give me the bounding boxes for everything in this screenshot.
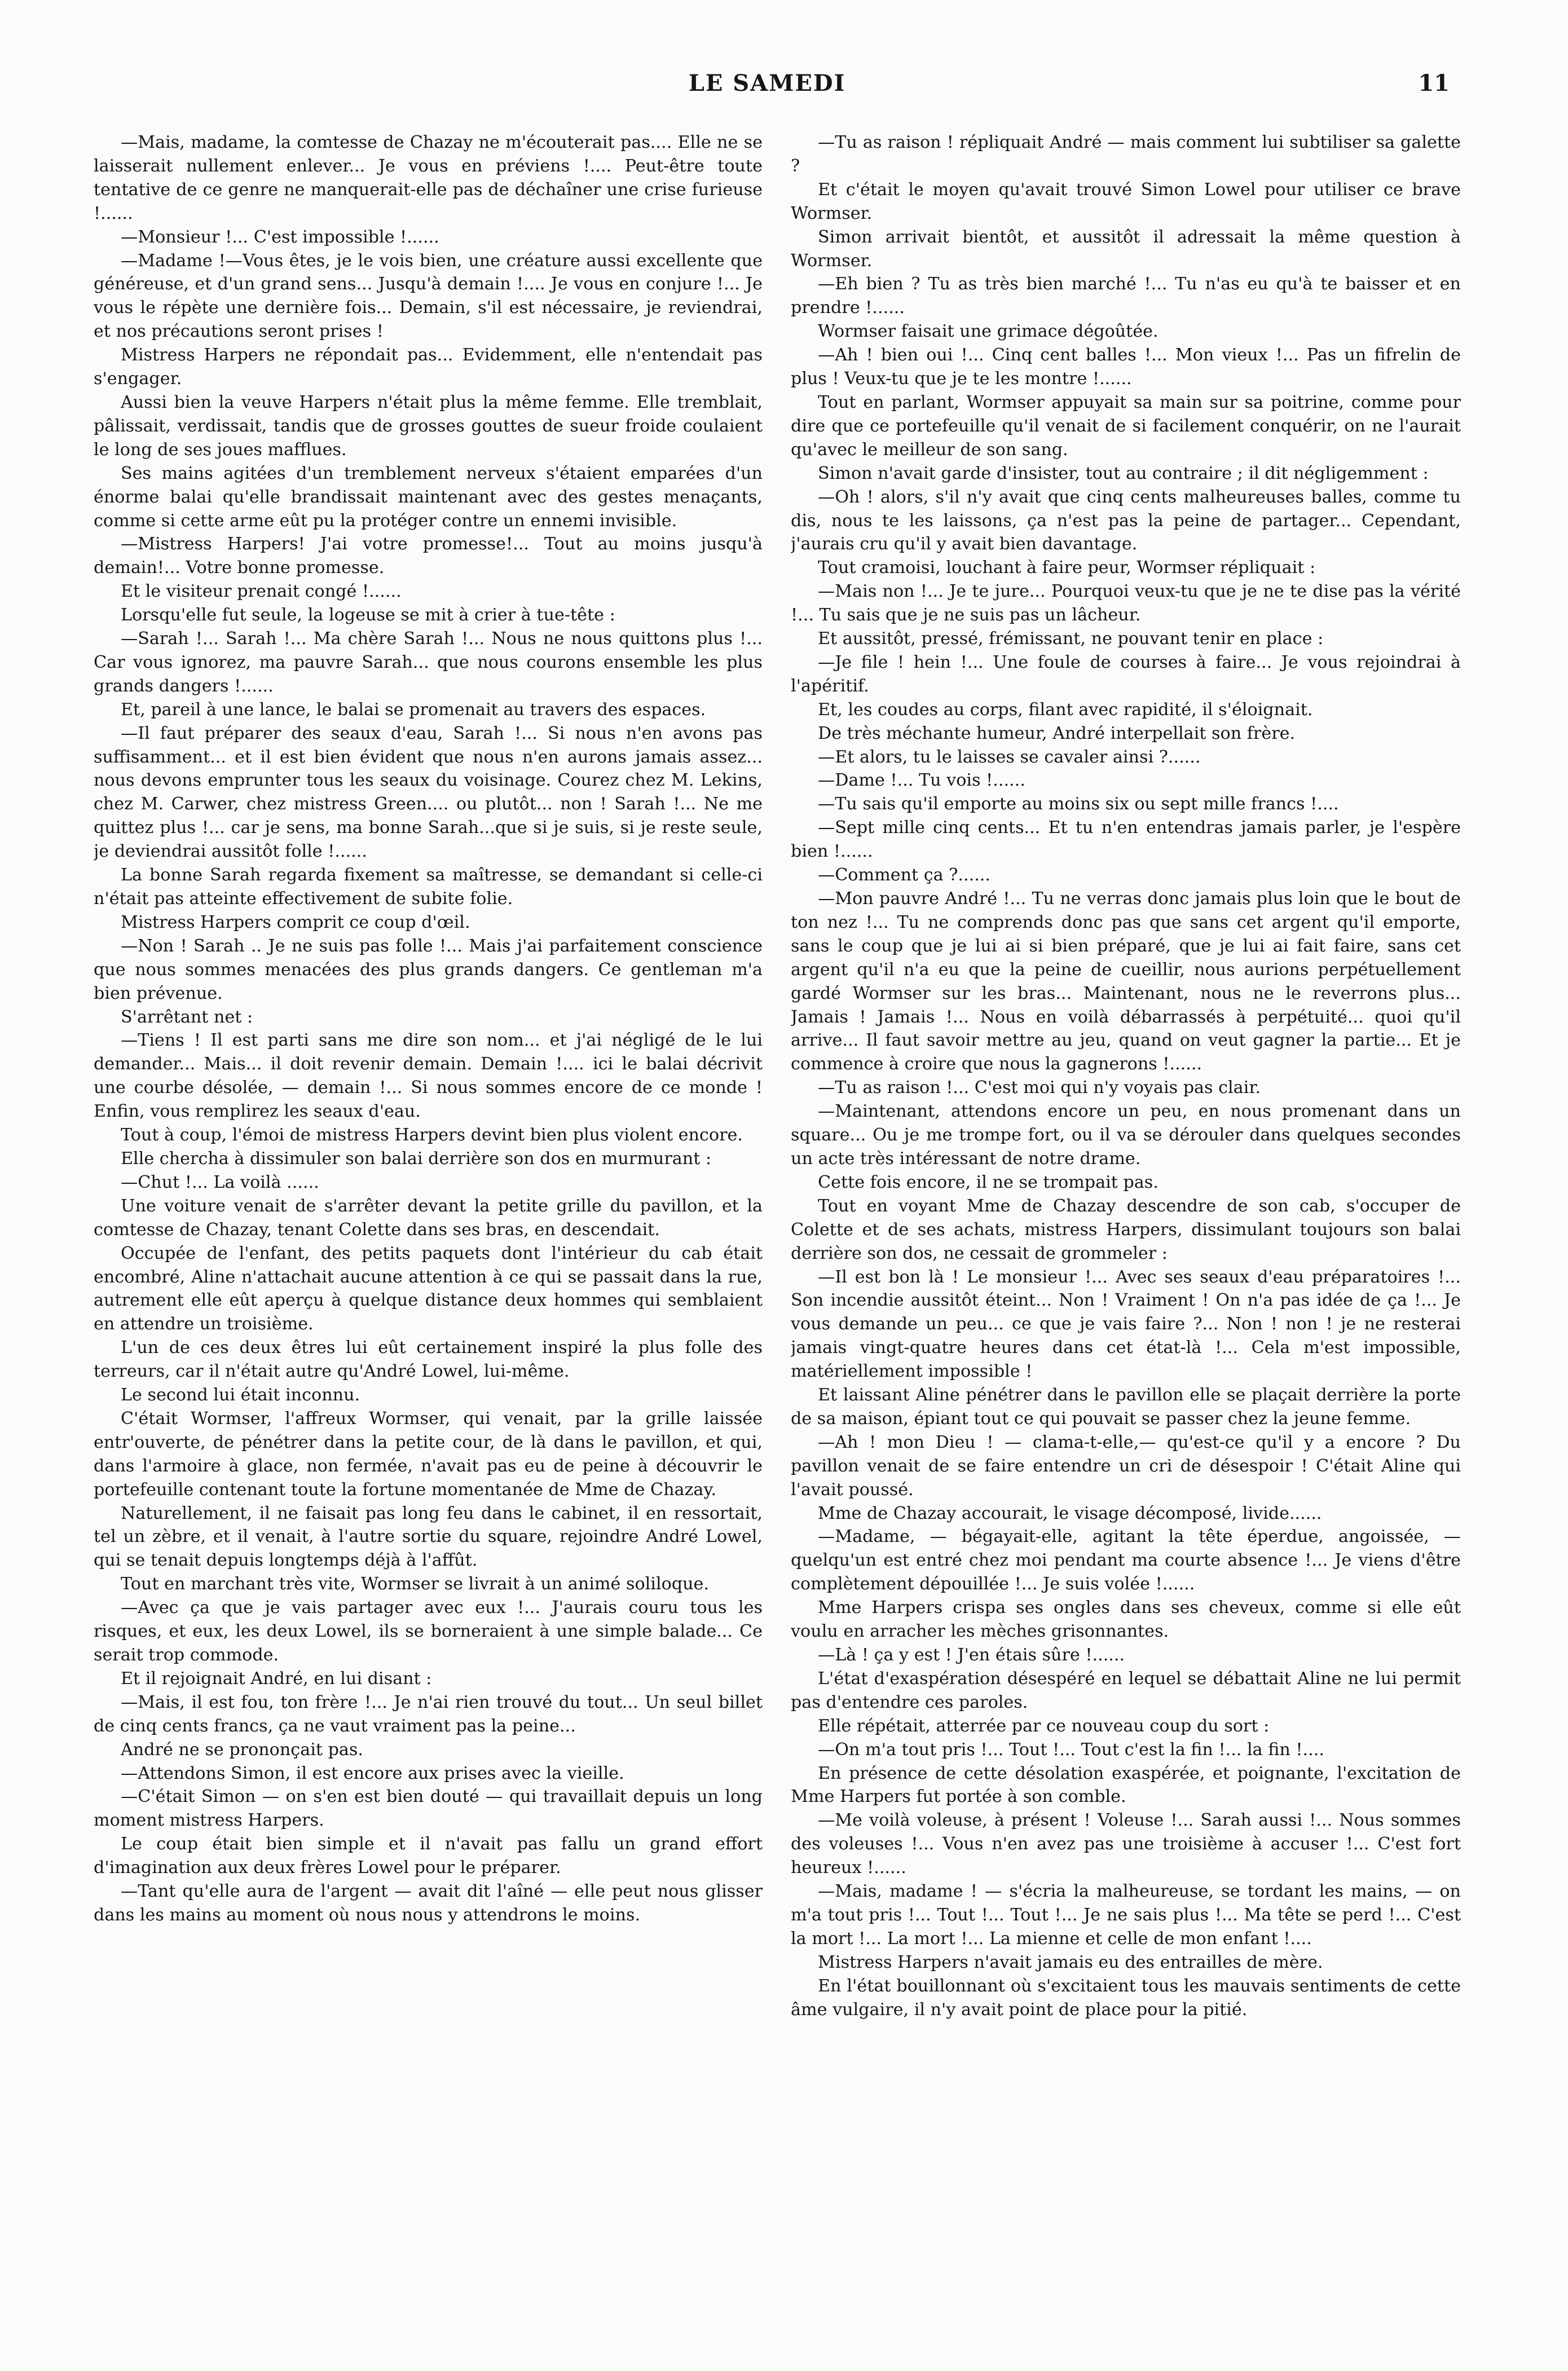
paragraph: —Mais non !... Je te jure... Pourquoi veux-tu que je ne te dise pas la vérité !... Tu sais que je ne suis pas un lâcheur. xyxy=(791,581,1461,625)
paragraph: Une voiture venait de s'arrêter devant la petite grille du pavillon, et la comtesse de Chazay, tenant Colette dans ses bras, en descendait. xyxy=(94,1196,763,1240)
paragraph: L'état d'exaspération désespéré en lequel se débattait Aline ne lui permit pas d'entendre ces paroles. xyxy=(791,1668,1461,1712)
paragraph: Tout en parlant, Wormser appuyait sa main sur sa poitrine, comme pour dire que ce portefeuille qu'il venait de si facilement conquérir, on ne l'aurait qu'avec le meilleur de son sang. xyxy=(791,392,1461,460)
paragraph: Mistress Harpers comprit ce coup d'œil. xyxy=(121,912,470,932)
paragraph: —Il est bon là ! Le monsieur !... Avec ses seaux d'eau préparatoires !... Son incendie aussitôt éteint... Non ! Vraiment ! On n'a pas idée de ça !... Je vous demande un peu... ce que je vais faire ?... Non ! non ! je ne resterai jamais vingt-quatre heures dans cet état-là !... Cela m'est impossible, matériellement impossible ! xyxy=(791,1267,1461,1382)
paragraph: —Attendons Simon, il est encore aux prises avec la vieille. xyxy=(121,1763,624,1783)
paragraph: Mme de Chazay accourait, le visage décomposé, livide...... xyxy=(818,1503,1322,1523)
paragraph: Simon arrivait bientôt, et aussitôt il adressait la même question à Wormser. xyxy=(791,227,1461,271)
paragraph: —Tiens ! Il est parti sans me dire son nom... et j'ai négligé de le lui demander... Mais... il doit revenir demain. Demain !.... ici le balai décrivit une courbe désolée, — demain !... Si nous sommes encore de ce monde ! Enfin, vous remplirez les seaux d'eau. xyxy=(94,1030,763,1122)
paragraph: —Mais, il est fou, ton frère !... Je n'ai rien trouvé du tout... Un seul billet de cinq cents francs, ça ne vaut vraiment pas la peine... xyxy=(94,1692,763,1736)
paragraph: —Mistress Harpers! J'ai votre promesse!... Tout au moins jusqu'à demain!... Votre bonne promesse. xyxy=(94,534,763,578)
paragraph: Simon n'avait garde d'insister, tout au contraire ; il dit négligemment : xyxy=(818,463,1429,483)
paragraph: Cette fois encore, il ne se trompait pas. xyxy=(818,1172,1159,1192)
paragraph: Ses mains agitées d'un tremblement nerveux s'étaient emparées d'un énorme balai qu'elle brandissait maintenant avec des gestes menaçants, comme si cette arme eût pu la protéger contre un ennemi invisible. xyxy=(94,463,763,531)
paragraph: Lorsqu'elle fut seule, la logeuse se mit à crier à tue-tête : xyxy=(121,605,615,625)
paragraph: —Il faut préparer des seaux d'eau, Sarah !... Si nous n'en avons pas suffisamment... et il est bien évident que nous n'en aurons jamais assez... nous devons emprunter tous les seaux du voisinage. Courez chez M. Lekins, chez M. Carwer, chez mistress Green.... ou plutôt... non ! Sarah !... Ne me quittez plus !... car je sens, ma bonne Sarah...que si je suis, si je reste seule, je deviendrai aussitôt folle !...... xyxy=(94,723,763,862)
paragraph: —Mais, madame ! — s'écria la malheureuse, se tordant les mains, — on m'a tout pris !... Tout !... Tout !... Je ne sais plus !... Ma tête se perd !... C'est la mort !... La mort !... La mienne et celle de mon enfant !.... xyxy=(791,1881,1461,1949)
paragraph: La bonne Sarah regarda fixement sa maîtresse, se demandant si celle-ci n'était pas atteinte effectivement de subite folie. xyxy=(94,865,763,909)
paragraph: C'était Wormser, l'affreux Wormser, qui venait, par la grille laissée entr'ouverte, de pénétrer dans la petite cour, de là dans le pavillon, et qui, dans l'armoire à glace, non fermée, n'avait pas eu de peine à découvrir le portefeuille contenant toute la fortune momentanée de Mme de Chazay. xyxy=(94,1408,763,1500)
publication-title: LE SAMEDI xyxy=(688,70,846,96)
paragraph: Aussi bien la veuve Harpers n'était plus la même femme. Elle tremblait, pâlissait, verdissait, tandis que de grosses gouttes de sueur froide coulaient le long de ses joues mafflues. xyxy=(94,392,763,460)
paragraph: De très méchante humeur, André interpellait son frère. xyxy=(818,723,1296,743)
paragraph: —Me voilà voleuse, à présent ! Voleuse !... Sarah aussi !... Nous sommes des voleuses !... Vous n'en avez pas une troisième à accuser !... C'est fort heureux !...... xyxy=(791,1810,1461,1878)
text-column-right xyxy=(791,131,1461,2342)
paragraph: Et, pareil à une lance, le balai se promenait au travers des espaces. xyxy=(121,699,706,720)
paragraph: Et c'était le moyen qu'avait trouvé Simon Lowel pour utiliser ce brave Wormser. xyxy=(791,179,1461,223)
paragraph: Mistress Harpers ne répondait pas... Evidemment, elle n'entendait pas s'engager. xyxy=(94,345,763,389)
paragraph: En l'état bouillonnant où s'excitaient tous les mauvais sentiments de cette âme vulgaire, il n'y avait point de place pour la pitié. xyxy=(791,1976,1461,2020)
paragraph: Mistress Harpers n'avait jamais eu des entrailles de mère. xyxy=(818,1952,1323,1972)
paragraph: —Madame, — bégayait-elle, agitant la tête éperdue, angoissée, — quelqu'un est entré chez moi pendant ma courte absence !... Je viens d'être complètement dépouillée !... Je suis volée !...... xyxy=(791,1527,1461,1594)
page-number: 11 xyxy=(1418,70,1450,96)
paragraph: —Ah ! bien oui !... Cinq cent balles !... Mon vieux !... Pas un fifrelin de plus ! Veux-tu que je te les montre !...... xyxy=(791,345,1461,389)
paragraph: Occupée de l'enfant, des petits paquets dont l'intérieur du cab était encombré, Aline n'attachait aucune attention à ce qui se passait dans la rue, autrement elle eût aperçu à quelque distance deux hommes qui semblaient en attendre un troisième. xyxy=(94,1243,763,1334)
paragraph: —Mais, madame, la comtesse de Chazay ne m'écouterait pas.... Elle ne se laisserait nullement enlever... Je vous en préviens !.... Peut-être toute tentative de ce genre ne manquerait-elle pas de déchaîner une crise furieuse !...... xyxy=(94,133,763,223)
paragraph: —Chut !... La voilà ...... xyxy=(121,1172,319,1192)
paragraph: Elle chercha à dissimuler son balai derrière son dos en murmurant : xyxy=(121,1148,712,1169)
paragraph: —Eh bien ? Tu as très bien marché !... Tu n'as eu qu'à te baisser et en prendre !...... xyxy=(791,274,1461,318)
paragraph: —Et alors, tu le laisses se cavaler ainsi ?...... xyxy=(818,747,1201,767)
paragraph: —Tu as raison !... C'est moi qui n'y voyais pas clair. xyxy=(818,1078,1261,1098)
paragraph: Mme Harpers crispa ses ongles dans ses cheveux, comme si elle eût voulu en arracher les mèches grisonnantes. xyxy=(791,1598,1461,1642)
paragraph: —Mon pauvre André !... Tu ne verras donc jamais plus loin que le bout de ton nez !... Tu ne comprends donc pas que sans cet argent qu'il emporte, sans le coup que je lui ai si bien préparé, que je lui ai fait faire, sans cet argent qu'il n'a eu que la peine de cueillir, nous aurions perpétuellement gardé Wormser sur les bras... Maintenant, nous ne le reverrons plus... Jamais ! Jamais !... Nous en voilà débarrassés à perpétuité... quoi qu'il arrive... Il faut savoir mettre au jeu, quand on veut gagner la partie... Et je commence à croire que nous la gagnerons !...... xyxy=(791,889,1461,1074)
text-column-left xyxy=(94,131,763,2342)
paragraph: Wormser faisait une grimace dégoûtée. xyxy=(818,321,1159,342)
paragraph: —Comment ça ?...... xyxy=(818,865,991,885)
paragraph: Tout en marchant très vite, Wormser se livrait à un animé soliloque. xyxy=(121,1574,710,1594)
paragraph: —Avec ça que je vais partager avec eux !... J'aurais couru tous les risques, et eux, les deux Lowel, ils se borneraient à une simple balade... Ce serait trop commode. xyxy=(94,1598,763,1665)
paragraph: —Monsieur !... C'est impossible !...... xyxy=(121,227,439,247)
paragraph: Tout cramoisi, louchant à faire peur, Wormser répliquait : xyxy=(818,558,1316,578)
paragraph: —Là ! ça y est ! J'en étais sûre !...... xyxy=(818,1645,1125,1665)
paragraph: —On m'a tout pris !... Tout !... Tout c'est la fin !... la fin !.... xyxy=(818,1739,1324,1760)
paragraph: —Dame !... Tu vois !...... xyxy=(818,770,1025,791)
paragraph: Et, les coudes au corps, filant avec rapidité, il s'éloignait. xyxy=(818,699,1313,720)
paragraph: —Non ! Sarah .. Je ne suis pas folle !... Mais j'ai parfaitement conscience que nous sommes menacées des plus grands dangers. Ce gentleman m'a bien prévenue. xyxy=(94,936,763,1003)
paragraph: —Ah ! mon Dieu ! — clama-t-elle,— qu'est-ce qu'il y a encore ? Du pavillon venait de se faire entendre un cri de désespoir ! C'était Aline qui l'avait poussé. xyxy=(791,1432,1461,1500)
paragraph: Tout en voyant Mme de Chazay descendre de son cab, s'occuper de Colette et de ses achats, mistress Harpers, dissimulant toujours son balai derrière son dos, ne cessait de grommeler : xyxy=(791,1196,1461,1263)
paragraph: Elle répétait, atterrée par ce nouveau coup du sort : xyxy=(818,1716,1270,1736)
paragraph: Et le visiteur prenait congé !...... xyxy=(121,581,402,602)
paragraph: S'arrêtant net : xyxy=(121,1007,253,1027)
paragraph: Et il rejoignait André, en lui disant : xyxy=(121,1668,432,1689)
paragraph: —Sept mille cinq cents... Et tu n'en entendras jamais parler, je l'espère bien !...... xyxy=(791,818,1461,862)
paragraph: —Madame !—Vous êtes, je le vois bien, une créature aussi excellente que généreuse, et d'un grand sens... Jusqu'à demain !.... Je vous en conjure !... Je vous le répète une dernière fois... Demain, s'il est nécessaire, je reviendrai, et nos précautions seront prises ! xyxy=(94,250,763,342)
paragraph: —Tu sais qu'il emporte au moins six ou sept mille francs !.... xyxy=(818,794,1339,814)
paragraph: Et aussitôt, pressé, frémissant, ne pouvant tenir en place : xyxy=(818,629,1324,649)
paragraph: Et laissant Aline pénétrer dans le pavillon elle se plaçait derrière la porte de sa maison, épiant tout ce qui pouvait se passer chez la jeune femme. xyxy=(791,1385,1461,1429)
paragraph: L'un de ces deux êtres lui eût certainement inspiré la plus folle des terreurs, car il n'était autre qu'André Lowel, lui-même. xyxy=(94,1338,763,1382)
paragraph: —Maintenant, attendons encore un peu, en nous promenant dans un square... Ou je me trompe fort, ou il va se dérouler dans quelques secondes un acte très intéressant de notre drame. xyxy=(791,1101,1461,1169)
paragraph: En présence de cette désolation exaspérée, et poignante, l'excitation de Mme Harpers fut portée à son comble. xyxy=(791,1763,1461,1807)
paragraph: —Oh ! alors, s'il n'y avait que cinq cents malheureuses balles, comme tu dis, nous te les laissons, ça n'est pas la peine de partager... Cependant, j'aurais cru qu'il y avait bien davantage. xyxy=(791,487,1461,554)
paragraph: —C'était Simon — on s'en est bien douté — qui travaillait depuis un long moment mistress Harpers. xyxy=(94,1787,763,1831)
paragraph: Naturellement, il ne faisait pas long feu dans le cabinet, il en ressortait, tel un zèbre, et il venait, à l'autre sortie du square, rejoindre André Lowel, qui se tenait depuis longtemps déjà à l'affût. xyxy=(94,1503,763,1571)
paragraph: Tout à coup, l'émoi de mistress Harpers devint bien plus violent encore. xyxy=(121,1125,743,1145)
paragraph: —Sarah !... Sarah !... Ma chère Sarah !... Nous ne nous quittons plus !... Car vous ignorez, ma pauvre Sarah... que nous courons ensemble les plus grands dangers !...... xyxy=(94,629,763,696)
paragraph: Le coup était bien simple et il n'avait pas fallu un grand effort d'imagination aux deux frères Lowel pour le préparer. xyxy=(94,1834,763,1878)
paragraph: —Tant qu'elle aura de l'argent — avait dit l'aîné — elle peut nous glisser dans les mains au moment où nous nous y attendrons le moins. xyxy=(94,1881,763,1925)
paragraph: —Tu as raison ! répliquait André — mais comment lui subtiliser sa galette ? xyxy=(791,133,1461,176)
paragraph: —Je file ! hein !... Une foule de courses à faire... Je vous rejoindrai à l'apéritif. xyxy=(791,652,1461,696)
paragraph: Le second lui était inconnu. xyxy=(121,1385,360,1405)
page-header xyxy=(85,65,1450,113)
paragraph: André ne se prononçait pas. xyxy=(121,1739,363,1760)
